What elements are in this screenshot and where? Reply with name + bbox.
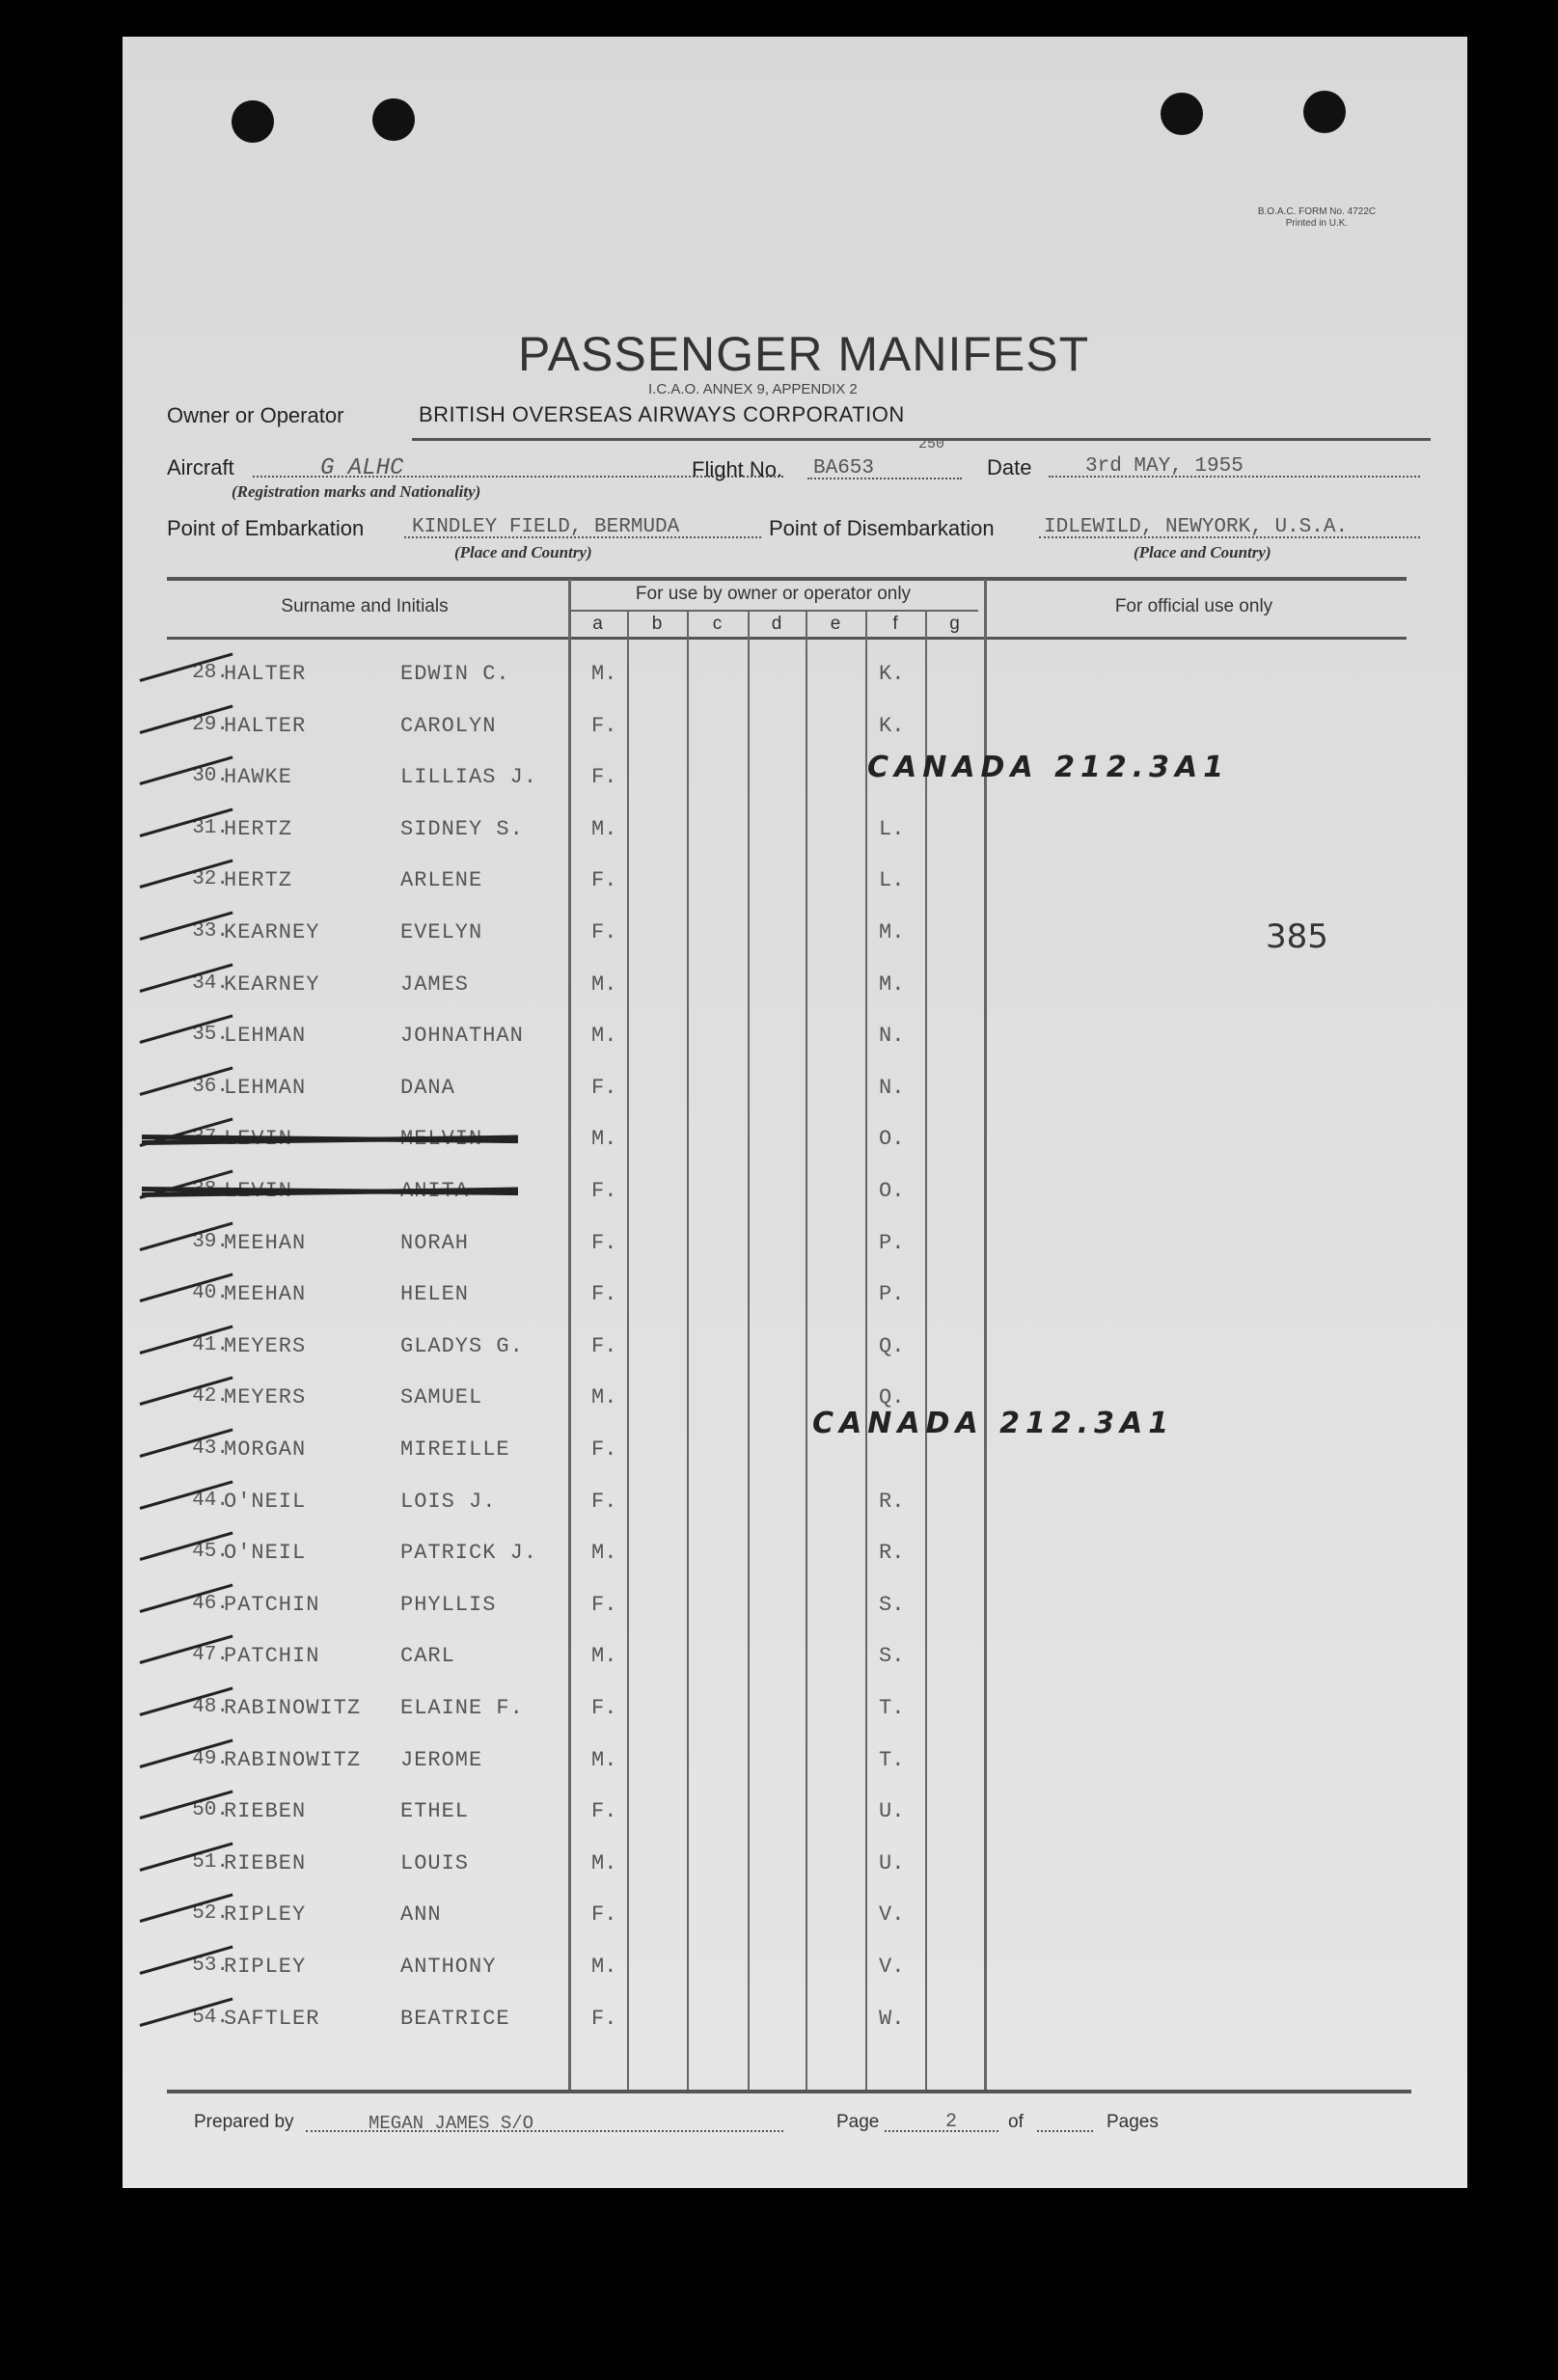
flight-label: Flight No. [692,457,783,481]
passenger-row [123,1478,1467,1530]
passenger-surname: MEEHAN [224,1230,307,1255]
passenger-number: 29. [192,713,229,736]
passenger-number: 51. [192,1850,229,1874]
passenger-surname: RIEBEN [224,1799,307,1824]
passenger-given-name: SIDNEY S. [400,816,524,841]
passenger-row [123,1271,1467,1323]
column-letter-f: f [892,614,898,634]
passenger-sex: M. [591,1127,617,1152]
passenger-surname: RABINOWITZ [224,1696,362,1720]
passenger-sex: F. [591,1902,617,1928]
passenger-surname: O'NEIL [224,1541,307,1566]
passenger-row [123,1529,1467,1581]
of-line [1037,2130,1093,2132]
passenger-row [123,1323,1467,1375]
disembarkation-value: IDLEWILD, NEWYORK, U.S.A. [1044,516,1349,538]
passenger-given-name: ARLENE [400,868,483,893]
annotation-canada-2: CANADA 212.3A1 [812,1407,1175,1440]
passenger-number: 50. [192,1799,229,1822]
passenger-given-name: LILLIAS J. [400,765,538,790]
passenger-sex: F. [591,765,617,790]
passenger-given-name: JEROME [400,1747,483,1772]
passenger-sex: F. [591,1592,617,1617]
passenger-group: O. [879,1127,905,1152]
passenger-row [123,961,1467,1013]
passenger-group: S. [879,1644,905,1669]
passenger-number: 53. [192,1955,229,1977]
passenger-group: L. [879,868,905,893]
passenger-sex: M. [591,816,617,841]
passenger-group: N. [879,1024,905,1049]
passenger-given-name: ANTHONY [400,1955,497,1979]
passenger-surname: HALTER [224,662,307,686]
passenger-number: 30. [192,765,229,788]
passenger-surname: KEARNEY [224,971,320,997]
passenger-sex: F. [591,713,617,738]
passenger-group: R. [879,1489,905,1514]
passenger-given-name: CARL [400,1644,455,1669]
disembarkation-hint: (Place and Country) [1134,543,1271,561]
page-title: PASSENGER MANIFEST [518,327,1090,381]
passenger-row [123,650,1467,702]
passenger-given-name: JAMES [400,971,470,997]
aircraft-hint: (Registration marks and Nationality) [232,482,481,501]
passenger-number: 36. [192,1075,229,1098]
form-number [1230,206,1404,230]
stamp-number: 385 [1266,917,1328,956]
passenger-group: P. [879,1230,905,1255]
embarkation-value: KINDLEY FIELD, BERMUDA [412,516,680,538]
passenger-group: U. [879,1799,905,1824]
passenger-row [123,1632,1467,1684]
passenger-surname: HERTZ [224,816,293,841]
passenger-sex: M. [591,1747,617,1772]
passenger-number: 32. [192,868,229,891]
passenger-row [123,702,1467,754]
passenger-row [123,1840,1467,1892]
punch-hole-3 [1161,93,1203,135]
pages-label: Pages [1107,2112,1159,2132]
passenger-given-name: EDWIN C. [400,662,510,686]
column-letter-c: c [712,614,723,634]
form-printed-text: Printed in U.K. [1285,218,1349,229]
passenger-group: M. [879,920,905,944]
punch-hole-1 [232,100,274,143]
passenger-group: T. [879,1696,905,1720]
passenger-sex: M. [591,1850,617,1875]
passenger-given-name: NORAH [400,1230,470,1255]
of-label: of [1008,2112,1024,2132]
passenger-number: 44. [192,1489,229,1512]
passenger-group: S. [879,1592,905,1617]
punch-hole-4 [1303,91,1346,133]
passenger-number: 31. [192,816,229,839]
official-use-header: For official use only [1114,596,1273,616]
passenger-sex: M. [591,662,617,686]
embarkation-label: Point of Embarkation [167,516,365,540]
column-letter-a: a [592,614,603,634]
table-bottom-rule [167,2090,1411,2093]
disembarkation-label: Point of Disembarkation [769,516,995,540]
passenger-given-name: SAMUEL [400,1385,483,1410]
passenger-surname: HALTER [224,713,307,738]
passenger-sex: F. [591,1230,617,1255]
passenger-row [123,1943,1467,1995]
passenger-given-name: HELEN [400,1282,470,1307]
passenger-given-name: CAROLYN [400,713,497,738]
passenger-group: P. [879,1282,905,1307]
passenger-number: 43. [192,1437,229,1460]
passenger-given-name: PATRICK J. [400,1541,538,1566]
column-letter-e: e [830,614,841,634]
prepared-label: Prepared by [194,2112,294,2132]
aircraft-value: G ALHC [320,455,404,481]
passenger-group: Q. [879,1385,905,1410]
passenger-sex: F. [591,868,617,893]
embarkation-hint: (Place and Country) [454,543,592,561]
passenger-number: 39. [192,1230,229,1253]
passenger-number: 40. [192,1282,229,1305]
passenger-row [123,1581,1467,1633]
passenger-surname: MEEHAN [224,1282,307,1307]
passenger-group: M. [879,971,905,997]
passenger-given-name: PHYLLIS [400,1592,497,1617]
passenger-row [123,1219,1467,1272]
passenger-group: U. [879,1850,905,1875]
passenger-group: L. [879,816,905,841]
passenger-given-name: ANN [400,1902,442,1928]
passenger-row [123,1891,1467,1943]
passenger-surname: O'NEIL [224,1489,307,1514]
passenger-row [123,1374,1467,1426]
manifest-sheet [123,37,1467,2188]
passenger-group: R. [879,1541,905,1566]
column-letter-g: g [949,614,960,634]
passenger-sex: M. [591,1385,617,1410]
passenger-number: 45. [192,1541,229,1564]
owner-value: BRITISH OVERSEAS AIRWAYS CORPORATION [419,402,905,426]
passenger-row [123,1064,1467,1116]
passenger-given-name: BEATRICE [400,2006,510,2031]
passenger-sex: M. [591,1024,617,1049]
passenger-number: 52. [192,1902,229,1926]
aircraft-label: Aircraft [167,455,234,479]
passenger-sex: M. [591,1541,617,1566]
passenger-row [123,1684,1467,1737]
passenger-number: 35. [192,1024,229,1047]
passenger-surname: RIPLEY [224,1955,307,1979]
passenger-row [123,1012,1467,1064]
passenger-given-name: DANA [400,1075,455,1100]
passenger-number: 54. [192,2006,229,2029]
page-line [885,2130,998,2132]
passenger-row [123,1788,1467,1840]
table-top-rule [167,577,1407,581]
passenger-sex: F. [591,920,617,944]
owner-use-header: For use by owner or operator only [635,584,912,604]
punch-hole-2 [372,98,415,141]
passenger-surname: PATCHIN [224,1592,320,1617]
page-value: 2 [945,2111,958,2133]
passenger-row [123,857,1467,909]
passenger-surname: MEYERS [224,1385,307,1410]
passenger-group: Q. [879,1333,905,1358]
passenger-given-name: MIREILLE [400,1437,510,1462]
date-label: Date [987,455,1032,479]
passenger-sex: M. [591,1644,617,1669]
passenger-surname: RIEBEN [224,1850,307,1875]
passenger-group: V. [879,1902,905,1928]
passenger-surname: LEHMAN [224,1075,307,1100]
passenger-sex: F. [591,1489,617,1514]
prepared-value: MEGAN JAMES S/O [369,2113,534,2134]
passenger-surname: RABINOWITZ [224,1747,362,1772]
passenger-sex: F. [591,1437,617,1462]
passenger-given-name: JOHNATHAN [400,1024,524,1049]
icao-reference: I.C.A.O. ANNEX 9, APPENDIX 2 [648,381,858,397]
header-bottom-rule [167,637,1407,640]
passenger-sex: F. [591,1282,617,1307]
passenger-number: 47. [192,1644,229,1667]
flight-value: BA653 [813,457,875,479]
passenger-row [123,1115,1467,1167]
passenger-number: 41. [192,1333,229,1356]
passenger-row [123,1995,1467,2047]
passenger-surname: HAWKE [224,765,293,790]
passenger-row [123,1167,1467,1219]
passenger-number: 28. [192,662,229,684]
passenger-group: V. [879,1955,905,1979]
passenger-sex: F. [591,1075,617,1100]
passenger-sex: M. [591,971,617,997]
passenger-number: 48. [192,1696,229,1718]
passenger-given-name: ELAINE F. [400,1696,524,1720]
passenger-row [123,1737,1467,1789]
passenger-sex: F. [591,1333,617,1358]
form-number-text: B.O.A.C. FORM No. 4722C [1257,206,1377,217]
passenger-row [123,806,1467,858]
passenger-surname: PATCHIN [224,1644,320,1669]
passenger-group: T. [879,1747,905,1772]
passenger-group: K. [879,713,905,738]
passenger-row [123,1426,1467,1478]
column-letter-d: d [771,614,782,634]
passenger-sex: F. [591,1799,617,1824]
date-value: 3rd MAY, 1955 [1085,455,1244,478]
passenger-number: 33. [192,920,229,943]
passenger-surname: KEARNEY [224,920,320,944]
passenger-given-name: EVELYN [400,920,483,944]
passenger-given-name: LOIS J. [400,1489,497,1514]
subheader-rule [568,610,978,612]
passenger-surname: HERTZ [224,868,293,893]
passenger-number: 42. [192,1385,229,1409]
passenger-surname: RIPLEY [224,1902,307,1928]
passenger-surname: MORGAN [224,1437,307,1462]
passenger-sex: F. [591,1696,617,1720]
passenger-given-name: GLADYS G. [400,1333,524,1358]
passenger-number: 49. [192,1747,229,1770]
passenger-number: 46. [192,1592,229,1615]
annotation-canada-1: CANADA 212.3A1 [867,751,1230,784]
passenger-row [123,753,1467,806]
passenger-sex: M. [591,1955,617,1979]
page-label: Page [836,2112,880,2132]
passenger-surname: SAFTLER [224,2006,320,2031]
passenger-group: W. [879,2006,905,2031]
passenger-given-name: ETHEL [400,1799,470,1824]
passenger-number: 34. [192,971,229,995]
passenger-given-name: LOUIS [400,1850,470,1875]
passenger-group: N. [879,1075,905,1100]
owner-label: Owner or Operator [167,403,344,427]
passenger-surname: LEHMAN [224,1024,307,1049]
passenger-surname: MEYERS [224,1333,307,1358]
passenger-sex: F. [591,1179,617,1203]
surname-header: Surname and Initials [281,596,449,616]
column-letter-b: b [651,614,663,634]
passenger-group: O. [879,1179,905,1203]
passenger-sex: F. [591,2006,617,2031]
passenger-group: K. [879,662,905,686]
flight-note: 250 [918,436,945,452]
